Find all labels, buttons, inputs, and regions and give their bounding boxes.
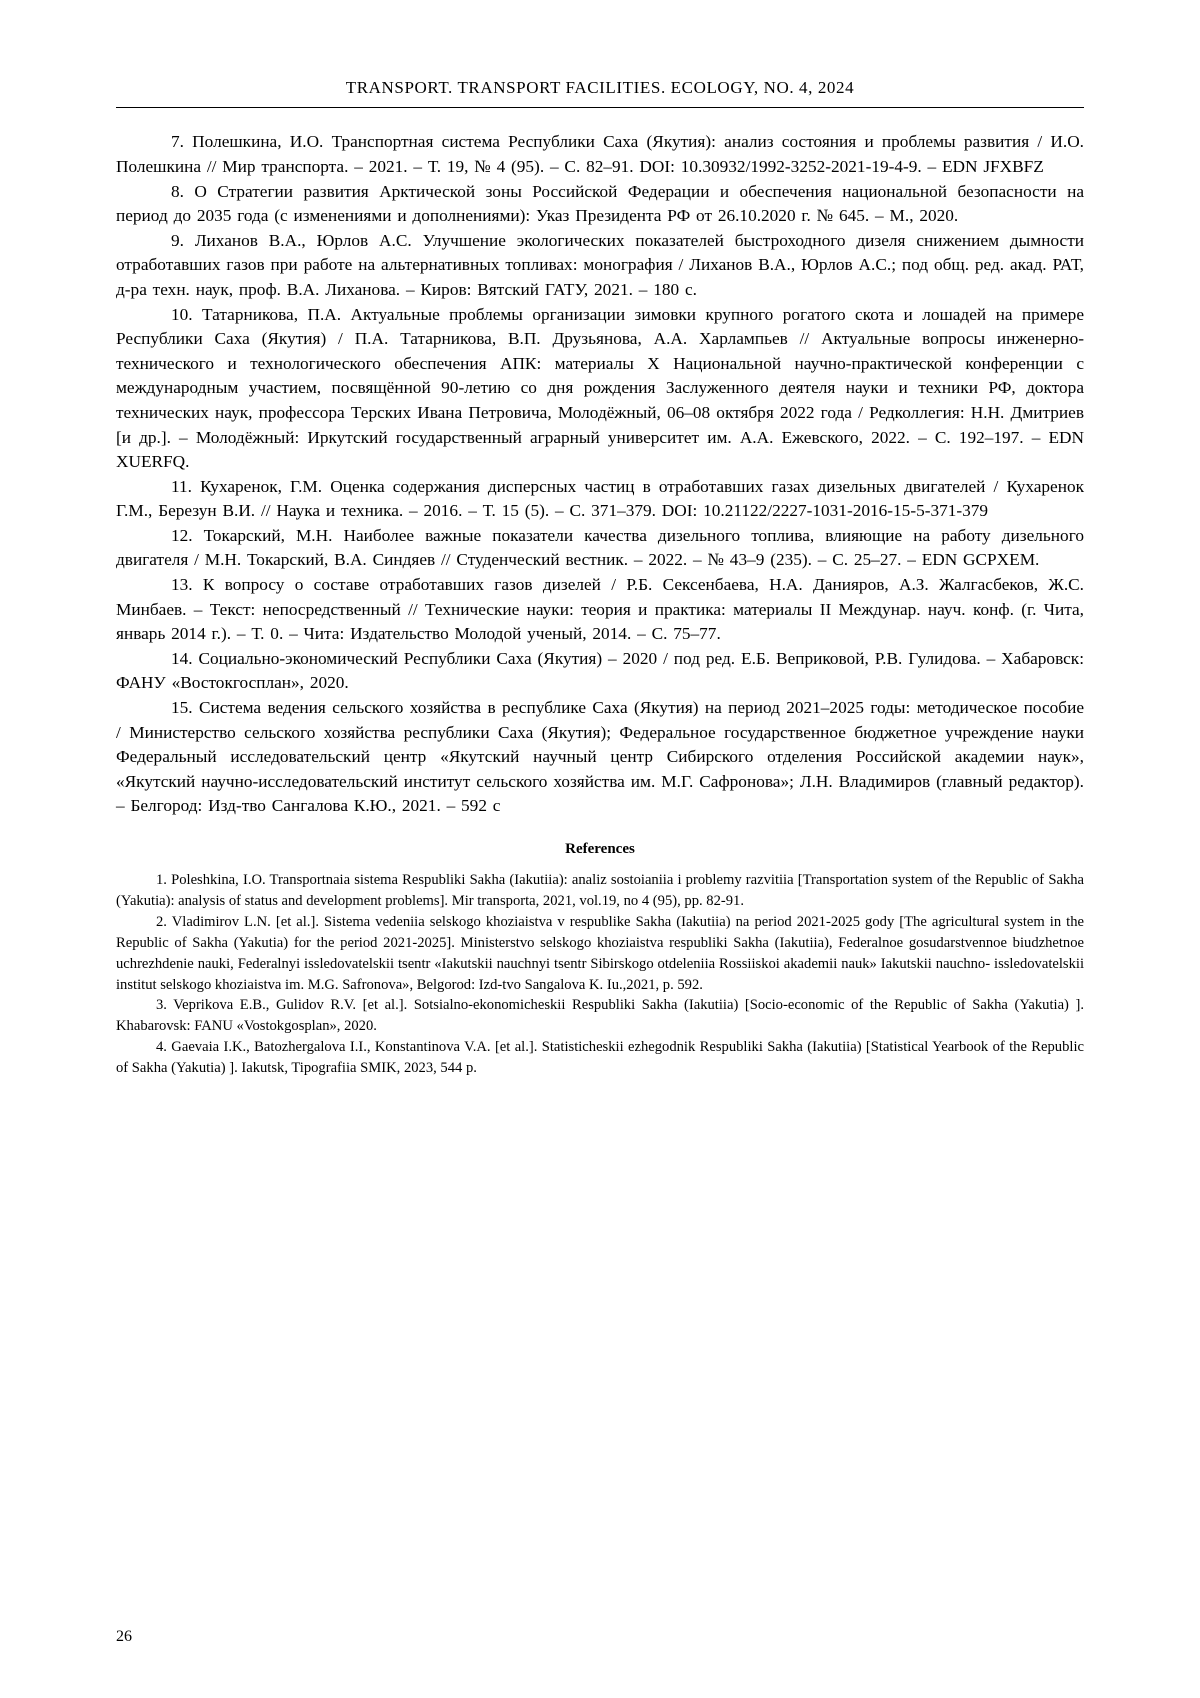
reference-item-ru-7: 7. Полешкина, И.О. Транспортная система Республики Саха (Якутия): анализ состояния и проблемы развития / И.О. Полешкина // Мир транспорта. – 2021. – Т. 19, № 4 (95). – С. 82–91. DOI: 10.30932/1992-3252-2021-19-4-9. – EDN JFXBFZ xyxy=(116,132,1084,176)
reference-item-ru-10: 10. Татарникова, П.А. Актуальные проблемы организации зимовки крупного рогатого скота и лошадей на примере Республики Саха (Якутия) / П.А. Татарникова, В.П. Друзьянова, А.А. Харлампьев // Актуальные вопросы инженерно-технического и технологического обеспечения АПК: материалы X Национальной научно-практической конференции с международным участием, посвящённой 90-летию со дня рождения Заслуженного деятеля науки и техники РФ, доктора технических наук, профессора Терских Ивана Петровича, Молодёжный, 06–08 октября 2022 года / Редколлегия: Н.Н. Дмитриев [и др.]. – Молодёжный: Иркутский государственный аграрный университет им. А.А. Ежевского, 2022. – С. 192–197. – EDN XUERFQ. xyxy=(116,304,1084,472)
references-heading: References xyxy=(565,841,635,858)
header-rule xyxy=(116,107,1084,108)
reference-item-ru-8: 8. О Стратегии развития Арктической зоны Российской Федерации и обеспечения национальной безопасности на период до 2035 года (с изменениями и дополнениями): Указ Президента РФ от 26.10.2020 г. № 645. – М., 2020. xyxy=(116,181,1084,226)
reference-item-en-3: 3. Veprikova E.B., Gulidov R.V. [et al.]. Sotsialno-ekonomicheskii Respubliki Sakha (Iakutiia) [Socio-economic of the Republic of Sakha (Yakutia) ]. Khabarovsk: FANU «Vostokgosplan», 2020. xyxy=(116,997,1084,1035)
reference-item-en-2: 2. Vladimirov L.N. [et al.]. Sistema vedeniia selskogo khoziaistva v respublike Sakha (Iakutiia) na period 2021-2025 gody [The agricultural system in the Republic of Sakha (Yakutia) for the period 2021-2025]. Ministerstvo selskogo khoziaistva respubliki Sakha (Iakutiia), Federalnoe gosudarstvennoe biudzhetnoe uchrezhdenie nauki, Federalnyi issledovatelskii tsentr «Iakutskii nauchnyi tsentr Sibirskogo otdeleniia Rossiiskoi akademii nauk» Iakutskii nauchno- issledovatelskii institut selskogo khoziaistva im. M.G. Safronova», Belgorod: Izd-tvo Sangalova K. Iu.,2021, p. 592. xyxy=(116,913,1084,993)
journal-header xyxy=(116,78,1084,108)
reference-item-ru-13: 13. К вопросу о составе отработавших газов дизелей / Р.Б. Сексенбаева, Н.А. Данияров, А.З. Жалгасбеков, Ж.С. Минбаев. – Текст: непосредственный // Технические науки: теория и практика: материалы II Междунар. науч. конф. (г. Чита, январь 2014 г.). – Т. 0. – Чита: Издательство Молодой ученый, 2014. – С. 75–77. xyxy=(116,575,1084,644)
reference-item-ru-14: 14. Социально-экономический Республики Саха (Якутия) – 2020 / под ред. Е.Б. Веприковой, Р.В. Гулидова. – Хабаровск: ФАНУ «Востокгосплан», 2020. xyxy=(116,648,1084,693)
reference-item-ru-12: 12. Токарский, М.Н. Наиболее важные показатели качества дизельного топлива, влияющие на работу дизельного двигателя / М.Н. Токарский, В.А. Синдяев // Студенческий вестник. – 2022. – № 43–9 (235). – С. 25–27. – EDN GCPXEM. xyxy=(116,525,1084,570)
reference-item-ru-9: 9. Лиханов В.А., Юрлов А.С. Улучшение экологических показателей быстроходного дизеля снижением дымности отработавших газов при работе на альтернативных топливах: монография / Лиханов В.А., Юрлов А.С.; под общ. ред. акад. РАТ, д-ра техн. наук, проф. В.А. Лиханова. – Киров: Вятский ГАТУ, 2021. – 180 с. xyxy=(116,230,1084,299)
english-references-list xyxy=(116,870,1084,1079)
russian-references-list xyxy=(116,130,1084,819)
reference-item-en-4: 4. Gaevaia I.K., Batozhergalova I.I., Konstantinova V.A. [et al.]. Statisticheskii ezhegodnik Respubliki Sakha (Iakutiia) [Statistical Yearbook of the Republic of Sakha (Yakutia) ]. Iakutsk, Tipografiia SMIK, 2023, 544 p. xyxy=(116,1039,1084,1077)
reference-item-ru-15: 15. Система ведения сельского хозяйства в республике Саха (Якутия) на период 2021–2025 годы: методическое пособие / Министерство сельского хозяйства республики Саха (Якутия); Федеральное государственное бюджетное учреждение науки Федеральный исследовательский центр «Якутский научный центр Сибирского отделения Российской академии наук», «Якутский научно-исследовательский институт сельского хозяйства им. М.Г. Сафронова»; Л.Н. Владимиров (главный редактор). – Белгород: Изд-тво Сангалова К.Ю., 2021. – 592 с xyxy=(116,698,1084,816)
reference-item-en-1: 1. Poleshkina, I.O. Transportnaia sistema Respubliki Sakha (Iakutiia): analiz sostoianiia i problemy razvitiia [Transportation system of the Republic of Sakha (Yakutia): analysis of status and development problems]. Mir transporta, 2021, vol.19, no 4 (95), pp. 82-91. xyxy=(116,872,1084,909)
reference-item-ru-11: 11. Кухаренок, Г.М. Оценка содержания дисперсных частиц в отработавших газах дизельных двигателей / Кухаренок Г.М., Березун В.И. // Наука и техника. – 2016. – Т. 15 (5). – С. 371–379. DOI: 10.21122/2227-1031-2016-15-5-371-379 xyxy=(116,476,1084,521)
journal-title: TRANSPORT. TRANSPORT FACILITIES. ECOLOGY, NO. 4, 2024 xyxy=(345,78,855,97)
page-number: 26 xyxy=(116,1628,132,1645)
